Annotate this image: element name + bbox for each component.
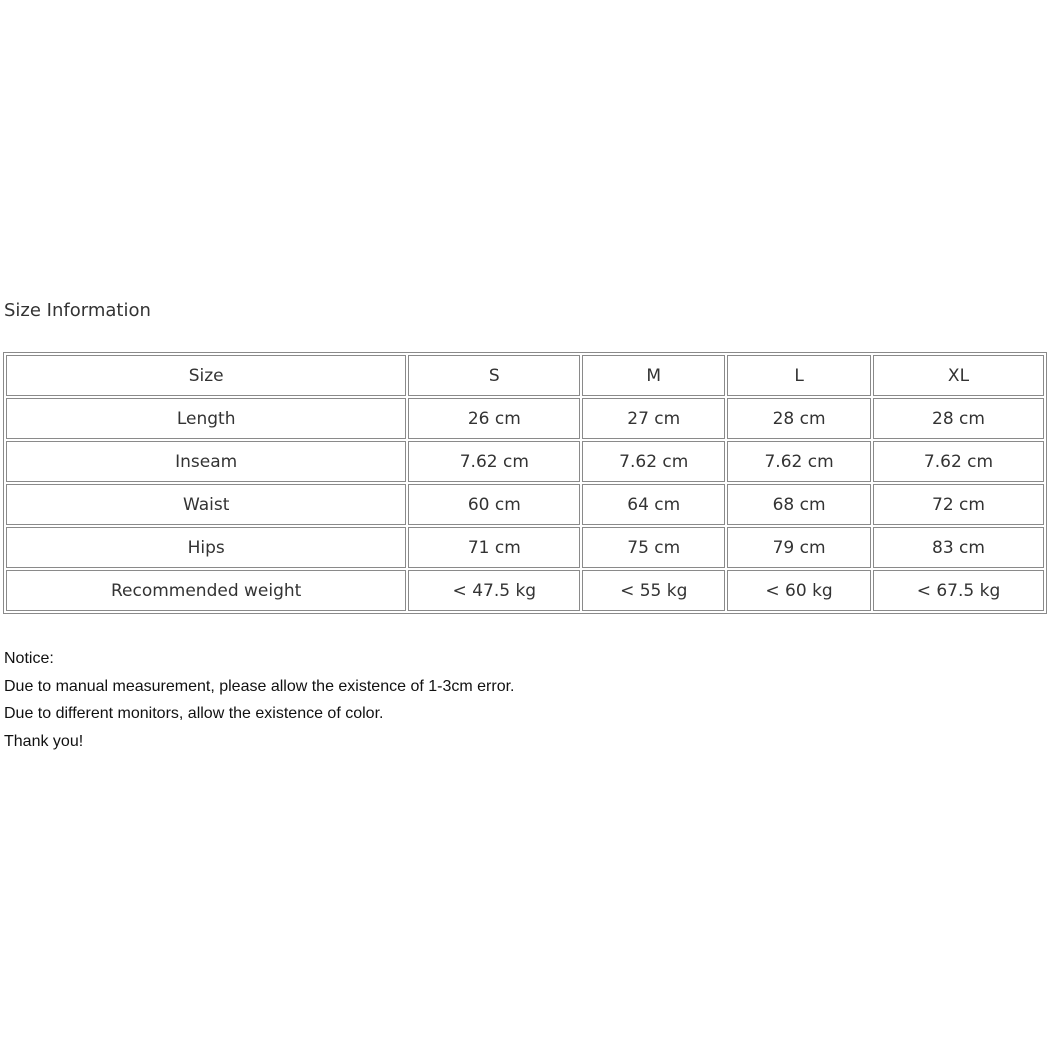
table-cell: 72 cm bbox=[873, 484, 1044, 525]
table-header-row bbox=[6, 355, 1044, 396]
notice-heading: Notice: bbox=[4, 650, 54, 667]
table-cell: 27 cm bbox=[582, 398, 725, 439]
table-cell: 7.62 cm bbox=[582, 441, 725, 482]
row-label: Waist bbox=[6, 484, 406, 525]
header-cell: M bbox=[582, 355, 725, 396]
size-table bbox=[3, 352, 1047, 614]
table-row bbox=[6, 527, 1044, 568]
table-cell: 26 cm bbox=[408, 398, 580, 439]
notice-line: Due to manual measurement, please allow the existence of 1-3cm error. bbox=[4, 677, 515, 695]
table-cell: 7.62 cm bbox=[727, 441, 871, 482]
row-label: Recommended weight bbox=[6, 570, 406, 611]
table-row bbox=[6, 570, 1044, 611]
table-row bbox=[6, 441, 1044, 482]
header-cell: XL bbox=[873, 355, 1044, 396]
table-cell: 28 cm bbox=[727, 398, 871, 439]
notice-block bbox=[4, 645, 514, 755]
header-cell: L bbox=[727, 355, 871, 396]
table-cell: 28 cm bbox=[873, 398, 1044, 439]
header-cell: Size bbox=[6, 355, 406, 396]
table-cell: 71 cm bbox=[408, 527, 580, 568]
notice-line: Due to different monitors, allow the existence of color. bbox=[4, 705, 384, 722]
header-cell: S bbox=[408, 355, 580, 396]
page-title: Size Information bbox=[4, 300, 151, 321]
row-label: Hips bbox=[6, 527, 406, 568]
table-cell: 79 cm bbox=[727, 527, 871, 568]
table-cell: 83 cm bbox=[873, 527, 1044, 568]
row-label: Length bbox=[6, 398, 406, 439]
table-cell: < 60 kg bbox=[727, 570, 871, 611]
table-cell: 7.62 cm bbox=[408, 441, 580, 482]
row-label: Inseam bbox=[6, 441, 406, 482]
table-cell: < 55 kg bbox=[582, 570, 725, 611]
table-cell: 75 cm bbox=[582, 527, 725, 568]
table-cell: 64 cm bbox=[582, 484, 725, 525]
table-cell: 7.62 cm bbox=[873, 441, 1044, 482]
table-cell: < 47.5 kg bbox=[408, 570, 580, 611]
table-cell: < 67.5 kg bbox=[873, 570, 1044, 611]
table-cell: 60 cm bbox=[408, 484, 580, 525]
table-row bbox=[6, 484, 1044, 525]
notice-line: Thank you! bbox=[4, 732, 84, 750]
table-row bbox=[6, 398, 1044, 439]
table-cell: 68 cm bbox=[727, 484, 871, 525]
